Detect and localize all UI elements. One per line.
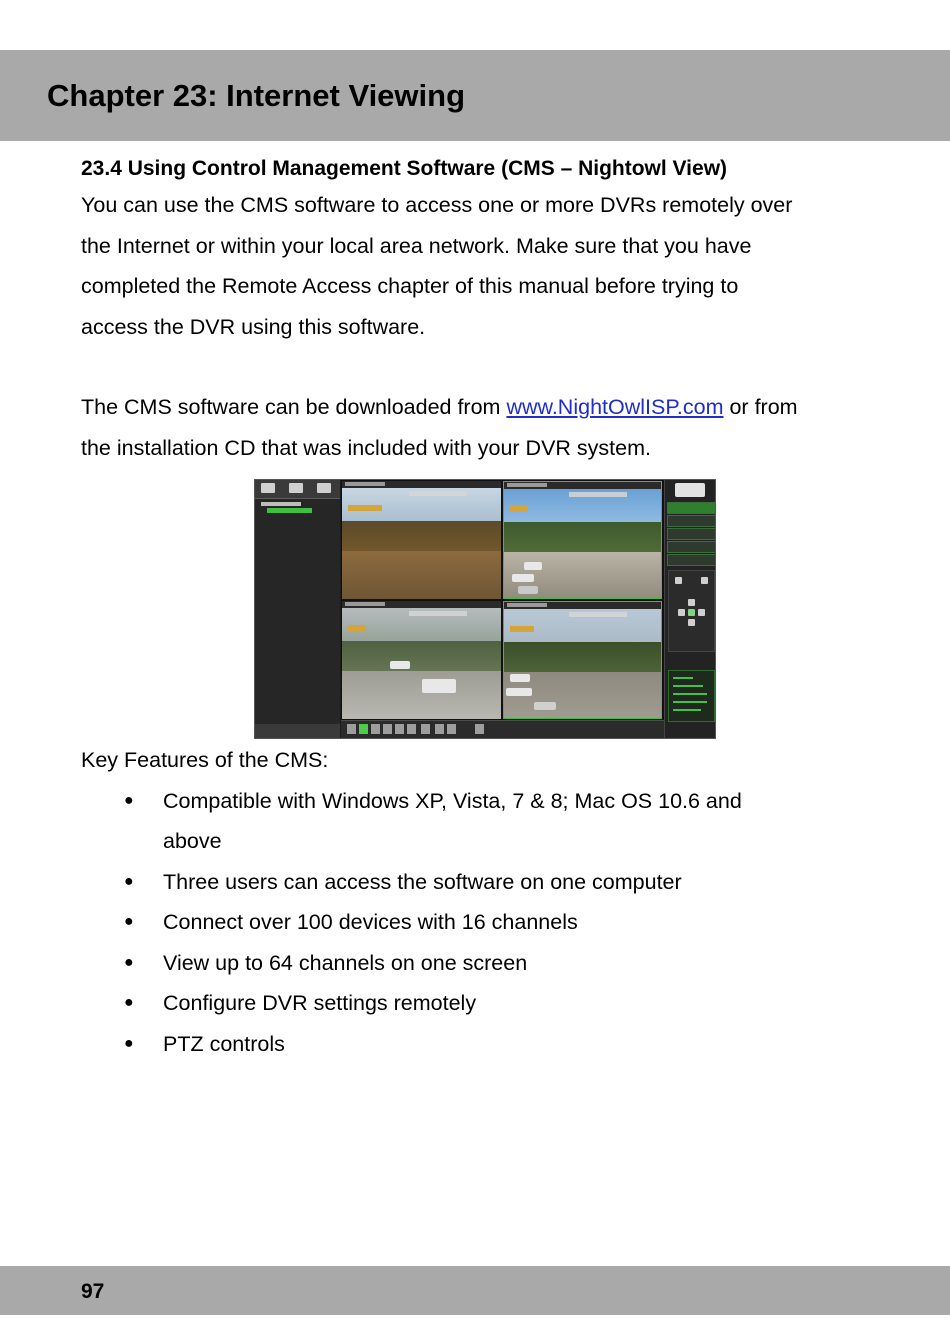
remote-settings-menu-icon: [667, 541, 716, 553]
info-line: [673, 709, 701, 711]
nightowl-logo-icon: [675, 483, 705, 497]
page-number: 97: [81, 1280, 105, 1303]
list-item: [81, 862, 881, 903]
camera-timestamp-mark: [409, 611, 467, 616]
previous-page-icon: [435, 724, 444, 734]
camera-ground: [342, 671, 501, 719]
list-item: [81, 781, 881, 862]
channel-group-icon: [289, 483, 303, 493]
car-shape: [524, 562, 542, 570]
device-panel-toolbar: [255, 480, 340, 499]
layout-toolbar: [341, 720, 664, 739]
feature-text: PTZ controls: [163, 1031, 285, 1056]
cms-software-screenshot: [254, 479, 716, 739]
camera-name-tag: [348, 505, 382, 511]
car-shape: [390, 661, 410, 669]
feature-text: View up to 64 channels on one screen: [163, 950, 528, 975]
layout-16-icon: [383, 724, 392, 734]
car-shape: [512, 574, 534, 582]
feature-text: Connect over 100 devices with 16 channels: [163, 910, 578, 934]
list-item: [81, 983, 881, 1024]
device-panel-footer: [255, 724, 340, 738]
bullet-icon: ●: [124, 872, 134, 890]
car-shape: [534, 702, 556, 710]
info-line: [673, 693, 707, 695]
bullet-icon: ●: [124, 913, 134, 930]
camera-timestamp-mark: [569, 492, 627, 497]
camera-title-placeholder: [345, 482, 385, 486]
feature-text: Three users can access the software on one computer: [163, 869, 682, 894]
volume-icon: [475, 724, 484, 734]
download-line-2: the installation CD that was included with your DVR system.: [81, 435, 651, 460]
chapter-title: Chapter 23: Internet Viewing: [47, 78, 466, 113]
ptz-left-icon: [678, 609, 685, 616]
camera-title-bar: [504, 482, 661, 489]
list-item: [81, 943, 881, 984]
page-footer-band: [0, 1266, 950, 1315]
nightowl-website-link[interactable]: www.NightOwlISP.com: [506, 395, 724, 419]
intro-line-3: completed the Remote Access chapter of this manual before trying to: [81, 274, 739, 298]
bullet-icon: ●: [124, 791, 134, 809]
info-line: [673, 701, 707, 703]
camera-timestamp-mark: [409, 491, 467, 496]
device-tree-root: [261, 502, 301, 506]
device-icon: [261, 483, 275, 493]
playback-menu-icon: [667, 515, 716, 527]
patrol-icon: [317, 483, 331, 493]
car-shape: [510, 674, 530, 682]
car-shape: [518, 586, 538, 594]
camera-view-3: [342, 601, 501, 719]
camera-title-bar: [342, 481, 501, 488]
ptz-right-icon: [698, 609, 705, 616]
camera-title-bar: [342, 601, 501, 608]
device-list-panel: [255, 480, 340, 738]
key-features-title: Key Features of the CMS:: [81, 748, 329, 772]
intro-line-1: You can use the CMS software to access one or more DVRs remotely over: [81, 193, 793, 217]
ptz-center-icon: [688, 609, 695, 616]
camera-grid: [341, 480, 664, 720]
bullet-icon: ●: [124, 1034, 134, 1052]
list-item: [81, 902, 881, 943]
camera-view-1: [342, 481, 501, 599]
next-page-icon: [447, 724, 456, 734]
download-text-before: The CMS software can be downloaded from: [81, 395, 507, 419]
camera-name-tag: [510, 626, 534, 632]
camera-title-placeholder: [507, 603, 547, 607]
system-info-box: [668, 670, 715, 722]
paragraph-gap: [81, 347, 881, 387]
intro-line-4: access the DVR using this software.: [81, 314, 426, 339]
download-line-1: [81, 387, 881, 428]
camera-name-tag: [348, 625, 366, 631]
list-item: [81, 1024, 881, 1065]
function-menu-panel: [664, 480, 716, 738]
camera-title-placeholder: [345, 602, 385, 606]
download-text-after: or from: [723, 395, 798, 419]
camera-ground: [342, 551, 501, 599]
layout-9-icon: [371, 724, 380, 734]
live-view-menu-icon: [667, 502, 716, 514]
system-settings-menu-icon: [667, 528, 716, 540]
layout-4-icon: [359, 724, 368, 734]
info-line: [673, 677, 693, 679]
camera-view-2: [503, 481, 662, 599]
feature-text: Compatible with Windows XP, Vista, 7 & 8; Mac OS 10.6 and above: [163, 788, 742, 853]
camera-view-4: [503, 601, 662, 719]
layout-1-icon: [347, 724, 356, 734]
section-heading: 23.4 Using Control Management Software (CMS – Nightowl View): [81, 157, 728, 180]
feature-list: [81, 781, 881, 1065]
section-content: [81, 152, 881, 468]
layout-36-icon: [407, 724, 416, 734]
ptz-up-icon: [688, 599, 695, 606]
car-shape: [506, 688, 532, 696]
ptz-down-icon: [688, 619, 695, 626]
layout-25-icon: [395, 724, 404, 734]
camera-timestamp-mark: [569, 612, 627, 617]
camera-name-tag: [510, 506, 528, 512]
intro-line-2: the Internet or within your local area network. Make sure that you have: [81, 233, 752, 258]
bullet-icon: ●: [124, 994, 134, 1011]
ptz-control-pad: [668, 570, 715, 652]
ptz-focus-icon: [701, 577, 708, 584]
device-tree-selected-item: [267, 508, 312, 513]
feature-text: Configure DVR settings remotely: [163, 991, 477, 1015]
bullet-icon: ●: [124, 953, 134, 971]
fullscreen-icon: [421, 724, 430, 734]
camera-title-bar: [504, 602, 661, 609]
info-line: [673, 685, 703, 687]
ptz-zoom-icon: [675, 577, 682, 584]
key-features-section: [81, 740, 881, 1064]
event-menu-icon: [667, 554, 716, 566]
camera-title-placeholder: [507, 483, 547, 487]
car-shape: [422, 679, 456, 693]
